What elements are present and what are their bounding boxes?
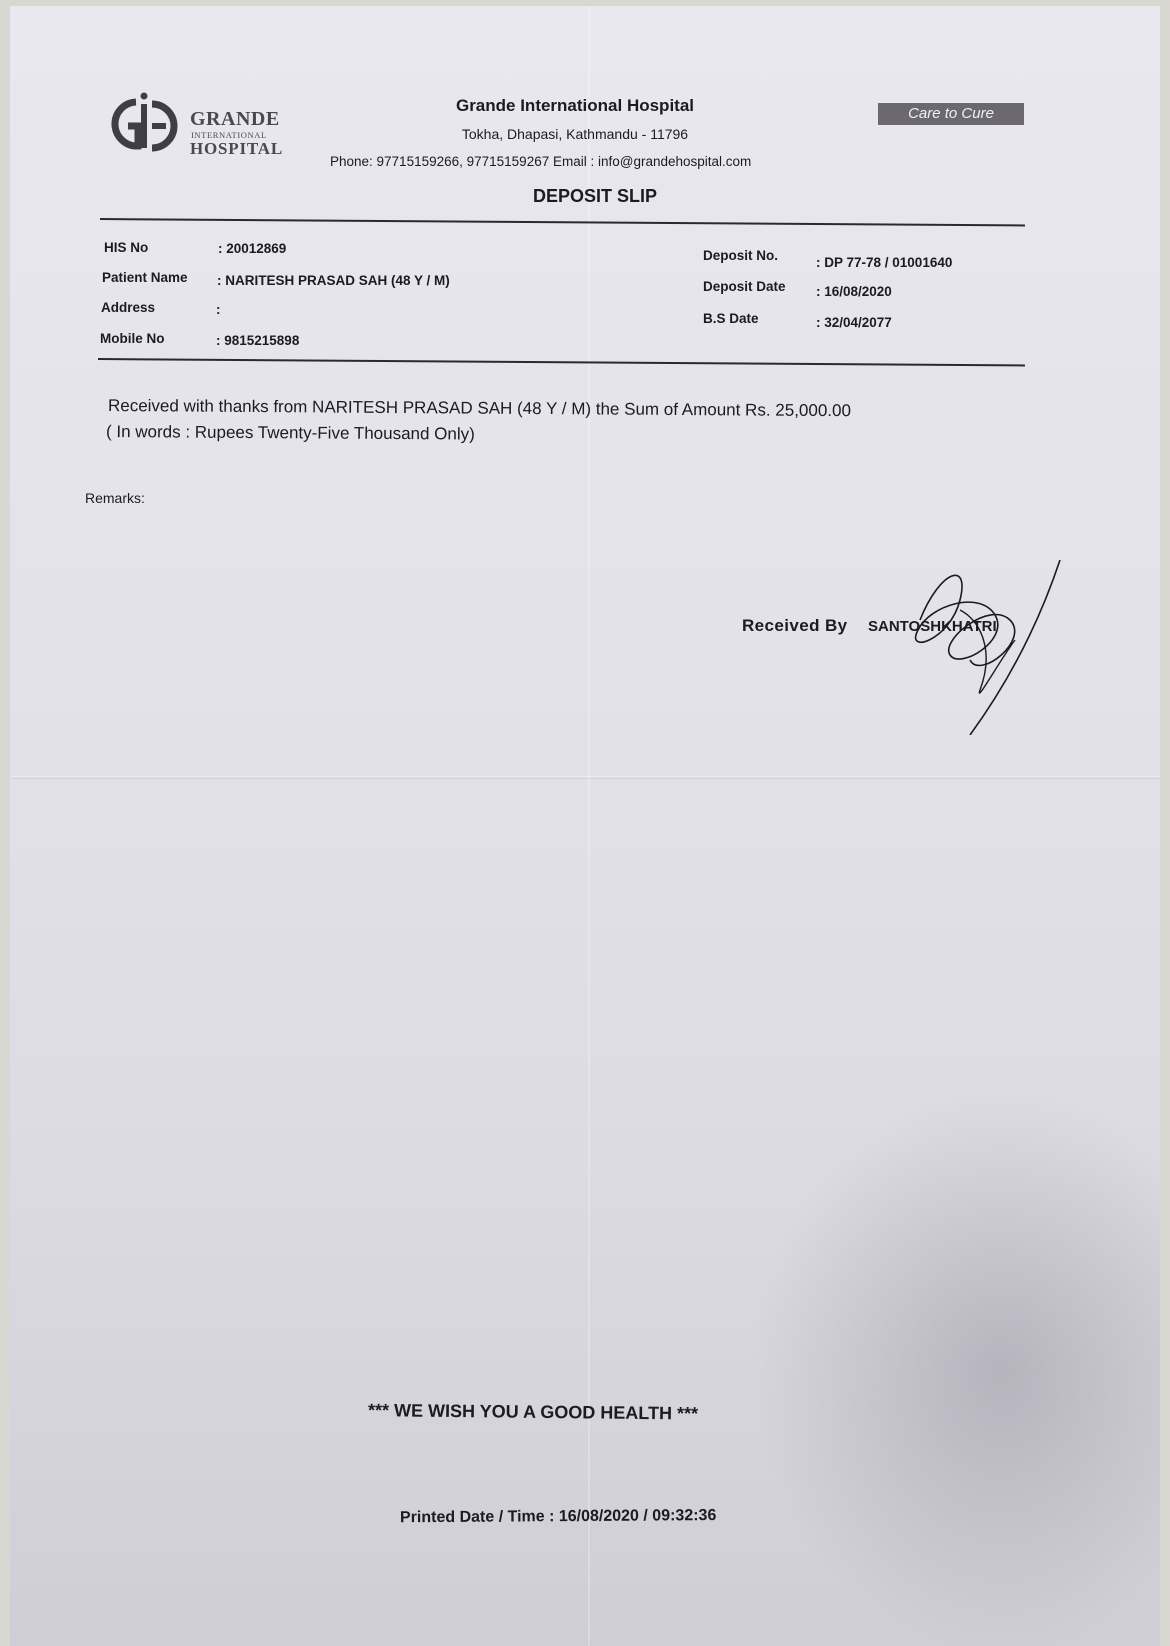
patient-name-label: Patient Name [102,270,188,285]
remarks-label: Remarks: [85,490,145,506]
deposit-slip-paper [10,6,1160,1646]
hospital-address: Tokha, Dhapasi, Kathmandu - 11796 [461,126,689,142]
deposit-no-value: : DP 77-78 / 01001640 [816,255,953,270]
hospital-logo-icon [108,88,180,158]
deposit-date-label: Deposit Date [703,279,786,294]
tagline-badge: Care to Cure [878,103,1024,125]
mobile-no-label: Mobile No [100,331,165,346]
paper-fold-horizontal [10,776,1160,779]
handwritten-signature [900,560,1070,735]
hospital-name: Grande International Hospital [455,96,695,115]
logo-text-international: INTERNATIONAL [191,130,267,140]
deposit-no-label: Deposit No. [703,248,779,263]
address-label: Address [101,300,156,315]
paper-fold-vertical [588,6,590,1646]
bs-date-value: : 32/04/2077 [816,315,892,330]
deposit-date-value: : 16/08/2020 [816,284,892,299]
printed-date-time: Printed Date / Time : 16/08/2020 / 09:32:36 [399,1507,717,1527]
received-by-name: SANTOSHKHATRI [868,618,997,635]
received-by-label: Received By [742,616,848,635]
hospital-contact: Phone: 97715159266, 97715159267 Email : info@grandehospital.com [330,154,752,169]
hospital-logo [108,88,298,160]
address-value: : [216,302,221,317]
amount-in-words: ( In words : Rupees Twenty-Five Thousand Only) [105,422,475,444]
patient-name-value: : NARITESH PRASAD SAH (48 Y / M) [217,273,450,288]
good-health-message: *** WE WISH YOU A GOOD HEALTH *** [367,1400,699,1424]
mobile-no-value: : 9815215898 [216,333,300,348]
document-title: DEPOSIT SLIP [532,186,658,206]
bs-date-label: B.S Date [703,311,759,326]
shadow-area [750,1086,1160,1646]
logo-text-hospital: HOSPITAL [190,139,283,158]
his-no-label: HIS No [104,240,149,255]
his-no-value: : 20012869 [218,241,287,256]
receipt-statement: Received with thanks from NARITESH PRASAD SAH (48 Y / M) the Sum of Amount Rs. 25,000.00 [107,396,852,421]
logo-text-grande: GRANDE [190,108,280,130]
